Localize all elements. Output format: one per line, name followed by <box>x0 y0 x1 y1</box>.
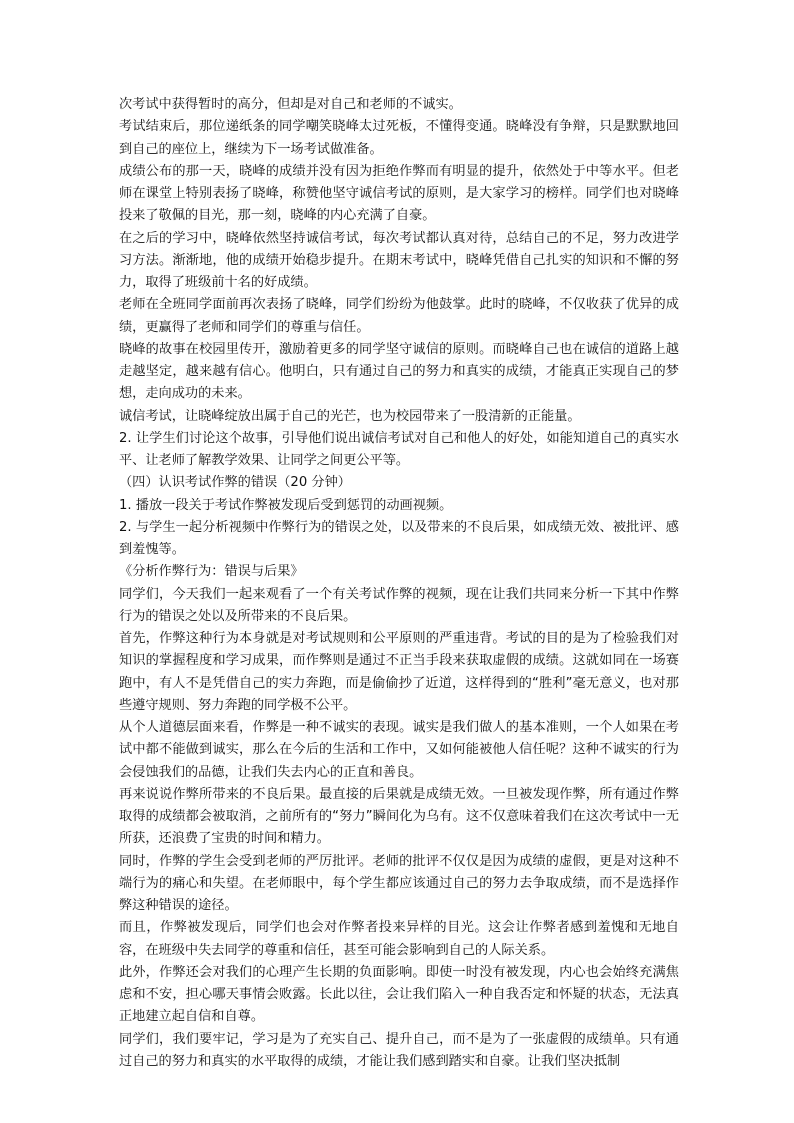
paragraph: 晓峰的故事在校园里传开，激励着更多的同学坚守诚信的原则。而晓峰自己也在诚信的道路上越走越坚定，越来越有信心。他明白，只有通过自己的努力和真实的成绩，才能真正实现自己的梦想，走向成功的未来。 <box>119 341 679 402</box>
paragraph: 诚信考试，让晓峰绽放出属于自己的光芒，也为校园带来了一股清新的正能量。 <box>119 408 581 424</box>
paragraph: 再来说说作弊所带来的不良后果。最直接的后果就是成绩无效。一旦被发现作弊，所有通过作弊取得的成绩都会被取消，之前所有的“努力”瞬间化为乌有。这不仅意味着我们在这次考试中一无所获，还浪费了宝贵的时间和精力。 <box>119 786 679 847</box>
paragraph: 老师在全班同学面前再次表扬了晓峰，同学们纷纷为他鼓掌。此时的晓峰，不仅收获了优异的成绩，更赢得了老师和同学们的尊重与信任。 <box>119 297 679 335</box>
paragraph: 首先，作弊这种行为本身就是对考试规则和公平原则的严重违背。考试的目的是为了检验我们对知识的掌握程度和学习成果，而作弊则是通过不正当手段来获取虚假的成绩。这就如同在一场赛跑中，有人不是凭借自己的实力奔跑，而是偷偷抄了近道，这样得到的“胜利”毫无意义，也对那些遵守规则、努力奔跑的同学极不公平。 <box>119 631 679 713</box>
paragraph: 1. 播放一段关于考试作弊被发现后受到惩罚的动画视频。 <box>119 497 453 513</box>
paragraph: 成绩公布的那一天，晓峰的成绩并没有因为拒绝作弊而有明显的提升，依然处于中等水平。但老师在课堂上特别表扬了晓峰，称赞他坚守诚信考试的原则，是大家学习的榜样。同学们也对晓峰投来了敬佩的目光，那一刻，晓峰的内心充满了自豪。 <box>119 163 679 224</box>
paragraph: 同时，作弊的学生会受到老师的严厉批评。老师的批评不仅仅是因为成绩的虚假，更是对这种不端行为的痛心和失望。在老师眼中，每个学生都应该通过自己的努力去争取成绩，而不是选择作弊这种错误的途径。 <box>119 853 679 913</box>
section-heading: （四）认识考试作弊的错误（20 分钟） <box>119 475 351 491</box>
sub-title: 《分析作弊行为：错误与后果》 <box>119 564 304 580</box>
document-body <box>119 94 679 1073</box>
paragraph: 从个人道德层面来看，作弊是一种不诚实的表现。诚实是我们做人的基本准则，一个人如果在考试中都不能做到诚实，那么在今后的生活和工作中，又如何能被他人信任呢？这种不诚实的行为会侵蚀我们的品德，让我们失去内心的正直和善良。 <box>119 720 679 780</box>
paragraph: 2. 让学生们讨论这个故事，引导他们说出诚信考试对自己和他人的好处，如能知道自己的真实水平、让老师了解教学效果、让同学之间更公平等。 <box>119 430 679 468</box>
paragraph: 此外，作弊还会对我们的心理产生长期的负面影响。即使一时没有被发现，内心也会始终充满焦虑和不安，担心哪天事情会败露。长此以往，会让我们陷入一种自我否定和怀疑的状态，无法真正地建立起自信和自尊。 <box>119 964 679 1025</box>
paragraph: 在之后的学习中，晓峰依然坚持诚信考试，每次考试都认真对待，总结自己的不足，努力改进学习方法。渐渐地，他的成绩开始稳步提升。在期末考试中，晓峰凭借自己扎实的知识和不懈的努力，取得了班级前十名的好成绩。 <box>119 230 679 290</box>
paragraph: 同学们，我们要牢记，学习是为了充实自己、提升自己，而不是为了一张虚假的成绩单。只有通过自己的努力和真实的水平取得的成绩，才能让我们感到踏实和自豪。让我们坚决抵制 <box>119 1031 679 1069</box>
paragraph: 考试结束后，那位递纸条的同学嘲笑晓峰太过死板，不懂得变通。晓峰没有争辩，只是默默地回到自己的座位上，继续为下一场考试做准备。 <box>119 119 679 157</box>
paragraph: 次考试中获得暂时的高分，但却是对自己和老师的不诚实。 <box>119 97 462 112</box>
paragraph: 2. 与学生一起分析视频中作弊行为的错误之处，以及带来的不良后果，如成绩无效、被批评、感到羞愧等。 <box>119 519 679 557</box>
paragraph: 同学们，今天我们一起来观看了一个有关考试作弊的视频，现在让我们共同来分析一下其中作弊行为的错误之处以及所带来的不良后果。 <box>119 586 679 624</box>
paragraph: 而且，作弊被发现后，同学们也会对作弊者投来异样的目光。这会让作弊者感到羞愧和无地自容，在班级中失去同学的尊重和信任，甚至可能会影响到自己的人际关系。 <box>119 920 679 958</box>
